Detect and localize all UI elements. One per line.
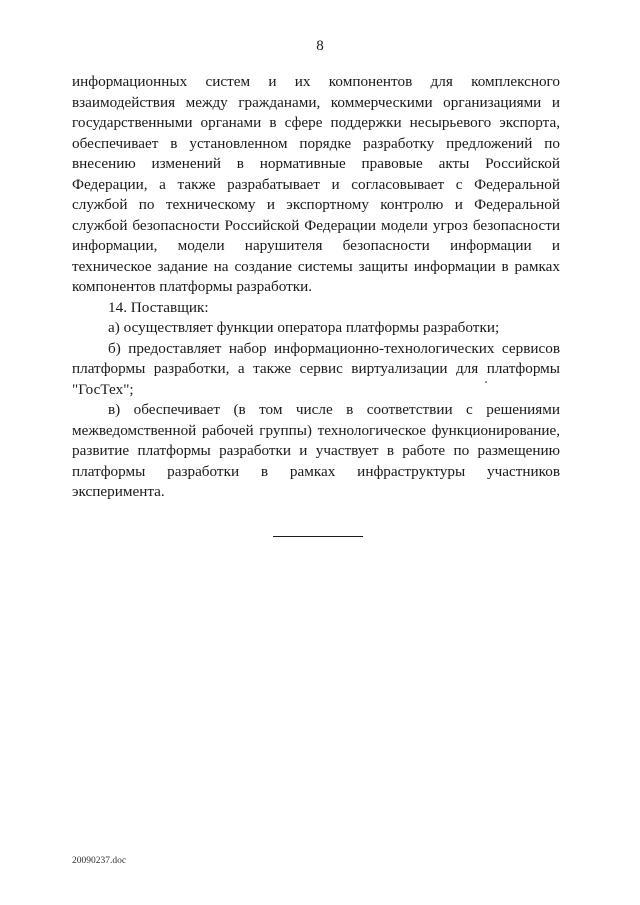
paragraph-item-b: б) предоставляет набор информационно-технологических сервисов платформы разработки, а также сервис виртуализации для платформы "ГосТех"; (72, 339, 560, 398)
end-separator-line (273, 536, 363, 537)
page-number: 8 (316, 38, 324, 54)
document-body (72, 72, 560, 503)
paragraph-continuation: информационных систем и их компонентов для комплексного взаимодействия между гражданами, коммерческими организациями и государственными органами в сфере поддержки несырьевого экспорта, обеспечивает в установленном порядке разработку предложений по внесению изменений в нормативные правовые акты Российской Федерации, а также разрабатывает и согласовывает с Федеральной службой по техническому и экспортному контролю и Федеральной службой безопасности Российской Федерации модели угроз безопасности информации, модели нарушителя безопасности информации и техническое задание на создание системы защиты информации в рамках компонентов платформы разработки. (72, 73, 560, 295)
scan-speck (485, 381, 487, 383)
footer-filename: 20090237.doc (72, 856, 127, 866)
paragraph-item-a: а) осуществляет функции оператора платформы разработки; (108, 319, 500, 336)
paragraph-item-v: в) обеспечивает (в том числе в соответствии с решениями межведомственной рабочей группы) технологическое функционирование, развитие платформы разработки и участвует в работе по размещению платформы разработки в рамках инфраструктуры участников эксперимента. (72, 401, 560, 500)
paragraph-item-14-heading: 14. Поставщик: (108, 298, 209, 316)
